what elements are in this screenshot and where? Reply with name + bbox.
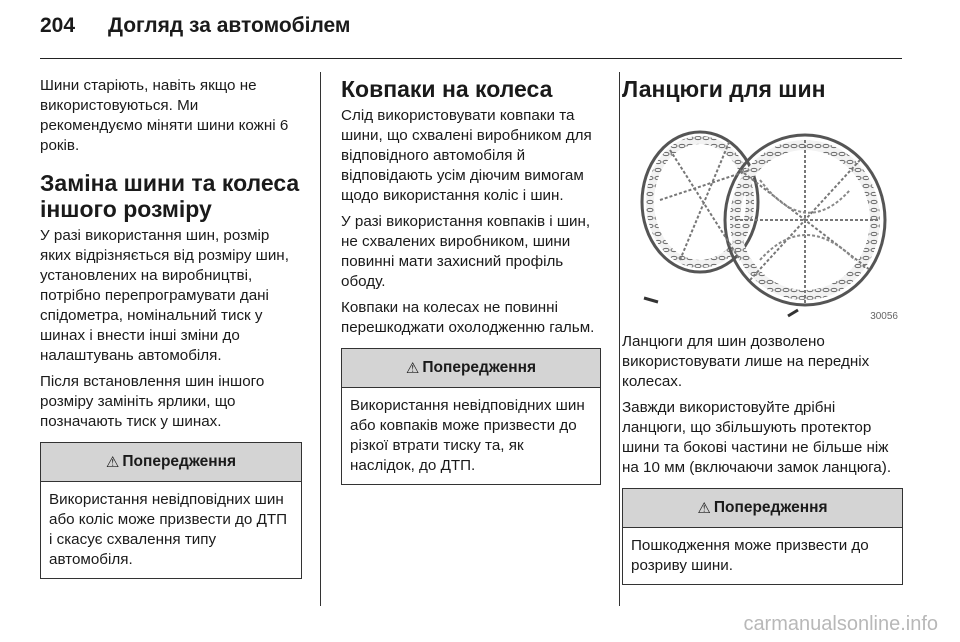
warning-triangle-icon: ⚠ [697, 500, 711, 517]
page-title: Догляд за автомобілем [108, 14, 351, 37]
paragraph: Слід використовувати ковпаки та шини, що схвалені виробником для відповідного автомобіля й відповідають усім діючим вимогам щодо використання коліс і шин. [341, 107, 592, 204]
paragraph: Завжди використовуйте дрібні ланцюги, що збільшують протектор шини та бокові частини не більше ніж на 10 мм (включаючи замок ланцюга). [622, 399, 892, 476]
section-heading-hubcaps: Ковпаки на колеса [341, 76, 553, 102]
column-3 [622, 76, 903, 585]
column-1 [40, 76, 302, 579]
paragraph: Після встановлення шин іншого розміру замініть ярлики, що позначають тиск у шинах. [40, 373, 265, 430]
warning-text: Використання невідповідних шин або ковпаків може призвести до різкої втрати тиску та, як наслідок, до ДТП. [350, 397, 585, 474]
snow-chain-illustration [630, 110, 898, 322]
warning-body [342, 388, 600, 484]
warning-box [622, 488, 903, 585]
warning-text: Використання невідповідних шин або коліс може призвести до ДТП і скасує схвалення типу автомобіля. [49, 491, 288, 568]
warning-triangle-icon: ⚠ [105, 454, 120, 471]
snow-chain-drawing [630, 110, 898, 322]
paragraph: Ланцюги для шин дозволено використовувати лише на передніх колесах. [622, 333, 870, 390]
paragraph: Ковпаки на колесах не повинні перешкоджати охолодженню гальм. [341, 299, 595, 336]
warning-header [623, 489, 902, 528]
paragraph: У разі використання шин, розмір яких відрізняється від розміру шин, установлених на виробництві, потрібно перепрограмувати дані спідометра, номінальний тиск у шинах і внести інші зміни до налаштувань автомобіля. [40, 227, 289, 364]
warning-body [623, 528, 902, 584]
page-number: 204 [40, 14, 76, 37]
watermark: carmanualsonline.info [743, 613, 938, 635]
warning-box [341, 348, 601, 485]
warning-text: Пошкодження може призвести до розриву шини. [631, 537, 869, 574]
column-divider-2 [619, 72, 620, 606]
header-divider [40, 58, 902, 59]
column-divider-1 [320, 72, 321, 606]
page-header [40, 14, 350, 44]
warning-header [342, 349, 600, 388]
warning-header [41, 443, 301, 482]
warning-box [40, 442, 302, 579]
warning-title: Попередження [713, 499, 828, 516]
figure-id: 30056 [870, 311, 898, 322]
warning-title: Попередження [122, 453, 237, 470]
warning-title: Попередження [422, 359, 537, 376]
paragraph: У разі використання ковпаків і шин, не схвалених виробником, шини повинні мати захисний профіль ободу. [341, 213, 591, 290]
column-2 [341, 76, 601, 485]
warning-body [41, 482, 301, 578]
section-heading-tire-change: Заміна шини та колеса іншого розміру [40, 170, 300, 222]
section-heading-snow-chains: Ланцюги для шин [622, 76, 826, 102]
warning-triangle-icon: ⚠ [405, 360, 420, 377]
intro-paragraph: Шини старіють, навіть якщо не використовуються. Ми рекомендуємо міняти шини кожні 6 років. [40, 77, 289, 154]
